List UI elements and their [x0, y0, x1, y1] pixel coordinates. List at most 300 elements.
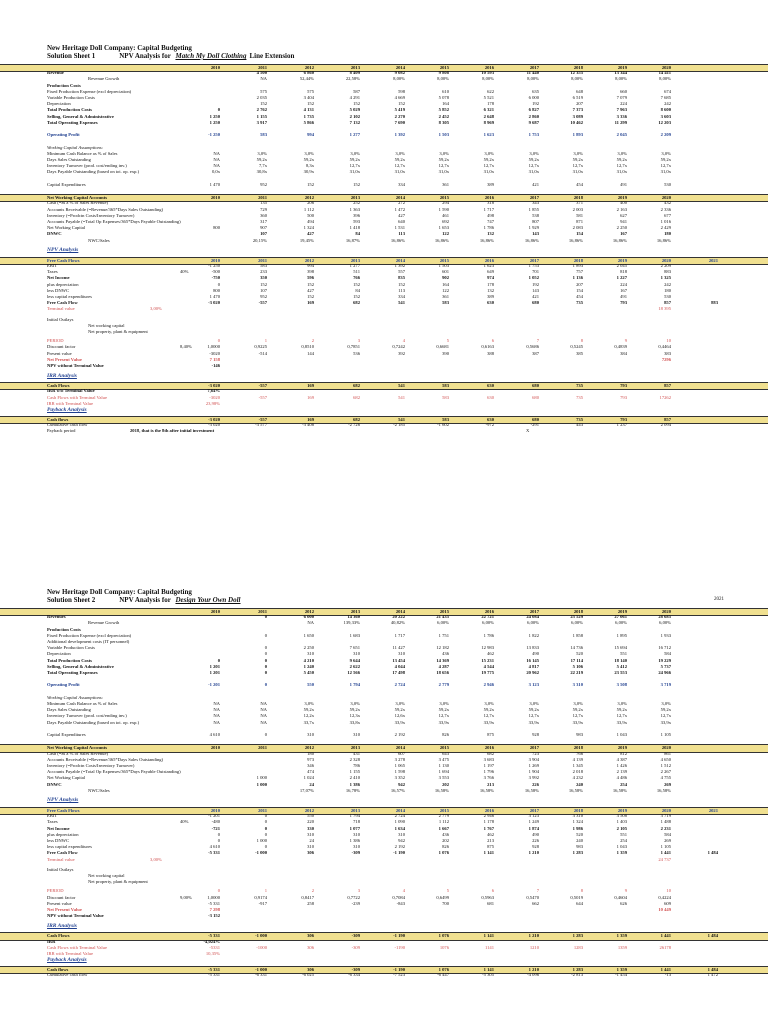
value-cell: 33,9x [394, 719, 405, 725]
npv-section-title: NPV Analysis [47, 797, 79, 803]
value-cell: 1 418 [349, 225, 360, 231]
value-cell: 361 [442, 294, 449, 299]
value-cell: 16 712 [658, 645, 671, 651]
value-cell: 233 [260, 269, 267, 275]
value-cell: 1 359 [616, 933, 627, 939]
value-cell: 28 685 [658, 614, 671, 620]
value-cell: 1 794 [349, 813, 360, 819]
value-cell: 902 [442, 275, 449, 281]
year-header-cell: 2018 [573, 609, 583, 614]
value-cell: 0,8510 [301, 344, 314, 350]
value-cell: 1 786 [483, 225, 494, 231]
row-label: less DNWC [47, 287, 70, 293]
row-label: Operating Profit [47, 682, 80, 688]
value-cell: 310 [398, 651, 405, 657]
year-header-cell: 2013 [350, 609, 360, 614]
year-header-cell: 2020 [661, 609, 671, 614]
value-cell: 536 [353, 350, 360, 356]
value-cell: 0,6499 [436, 894, 449, 900]
value-cell: 427 [307, 287, 314, 293]
year-header-cell: 2010 [210, 609, 220, 614]
value-cell: 1 [264, 338, 267, 344]
row-label: Minimum Cash Balance as % of Sales [47, 150, 118, 156]
value-cell: 152 [307, 181, 314, 187]
value-cell: 942 [398, 838, 405, 843]
value-cell: 1 470 [209, 294, 220, 299]
value-cell: 361 [442, 181, 449, 187]
value-cell: 389 [487, 181, 494, 187]
row-label: less capital expenditures [47, 294, 92, 299]
value-cell: 16,58% [656, 787, 671, 793]
row-label: Net Working Capital Accounts [47, 745, 108, 751]
value-cell: 213 [487, 838, 494, 843]
value-cell: 490 [532, 831, 539, 837]
value-cell: 178 [487, 101, 494, 107]
value-cell: 3 904 [528, 756, 539, 762]
value-cell: 240 [576, 781, 583, 787]
value-cell: 2 648 [483, 113, 494, 119]
value-cell: 9 082 [394, 70, 405, 76]
npv-prefix: NPV Analysis for [119, 596, 171, 604]
value-cell: 12 182 [436, 645, 449, 651]
value-cell: 682 [353, 394, 360, 400]
row-label: Discount factor [47, 894, 76, 900]
value-cell: 33,9x [660, 719, 671, 725]
row-label: Payback period [47, 428, 76, 434]
value-cell: 793 [620, 383, 627, 389]
value-cell: 2012 [304, 808, 314, 813]
row-label: Cash Flows [47, 383, 70, 389]
value-cell: 254 [620, 838, 627, 843]
value-cell: 254 [620, 781, 627, 787]
value-cell: 857 [664, 383, 671, 389]
row-label: less capital expenditures [47, 844, 92, 850]
year-header-cell: 2011 [258, 609, 267, 614]
extra-value-cell: 883 [711, 300, 718, 306]
value-cell: 474 [307, 769, 314, 775]
value-cell: -1 000 [255, 850, 267, 856]
value-cell: 0,4224 [658, 894, 671, 900]
value-cell: -1 201 [208, 682, 220, 688]
value-cell: 0 [264, 670, 267, 675]
value-cell: 389 [487, 294, 494, 299]
value-cell: 1 249 [528, 819, 539, 825]
row-label: IRR with Terminal Value [47, 951, 94, 956]
value-cell: -557 [258, 383, 267, 389]
value-cell: 84 [355, 287, 360, 293]
value-cell: 2 946 [483, 813, 494, 819]
growth-rate: 3,00% [150, 856, 162, 862]
value-cell: 952 [260, 294, 267, 299]
value-cell: 2013 [350, 745, 360, 751]
value-cell: 7 298 [209, 907, 220, 912]
value-cell: 9 [624, 888, 627, 894]
value-cell: NA [213, 713, 220, 719]
value-cell: 1 796 [483, 769, 494, 775]
value-cell: 2 622 [349, 663, 360, 669]
value-cell: 541 [398, 394, 405, 400]
value-cell: 207 [576, 281, 583, 287]
value-cell: 272 [398, 200, 405, 206]
value-cell: 310 [307, 844, 314, 850]
payback-note: 2018, that is the 8th after initial investment [130, 428, 215, 434]
row-label: NPV without Terminal Value [47, 363, 104, 368]
extra-year-label: 2021 [714, 597, 724, 602]
value-cell: 520 [576, 831, 583, 837]
value-cell: 583 [442, 300, 449, 306]
value-cell: 2 209 [660, 263, 671, 268]
value-cell: 12,7x [660, 163, 671, 169]
value-cell: 583 [260, 132, 267, 138]
value-cell: 7 651 [349, 645, 360, 651]
value-cell: 18 140 [614, 657, 627, 663]
value-cell: 1 345 [572, 763, 583, 768]
value-cell: 635 [532, 88, 539, 94]
value-cell: 1 210 [528, 933, 539, 939]
row-label: Total Production Costs [47, 107, 92, 113]
row-label: Cash Flows with Terminal Value [47, 394, 107, 400]
value-cell: 1,0000 [207, 344, 220, 350]
value-cell: -972 [485, 422, 494, 428]
value-cell: 609 [664, 900, 671, 906]
value-cell: -309 [351, 967, 360, 973]
row-label: DNWC [47, 231, 62, 237]
value-cell: 0,5470 [526, 894, 539, 900]
value-cell: 16 145 [526, 657, 539, 663]
value-cell: 21 435 [436, 614, 449, 620]
outlays-nwc-label: Net working capital [88, 322, 125, 328]
value-cell: 192 [532, 101, 539, 107]
value-cell: 701 [532, 269, 539, 275]
value-cell: 462 [487, 651, 494, 657]
value-cell: 2 003 [572, 206, 583, 212]
value-cell: 18 395 [658, 306, 671, 312]
year-header-cell: 2014 [395, 65, 405, 70]
value-cell: 31,0x [349, 169, 360, 175]
value-cell: 583 [442, 394, 449, 400]
value-cell: -2 726 [348, 422, 360, 428]
value-cell: 818 [620, 269, 627, 275]
value-cell: 0,4839 [614, 344, 627, 350]
value-cell: 6,00% [527, 620, 539, 626]
value-cell: -3 020 [208, 417, 220, 422]
value-cell: 1 403 [616, 819, 627, 825]
value-cell: 167 [620, 231, 627, 237]
value-cell: 2015 [439, 195, 449, 201]
value-cell: 1 105 [660, 732, 671, 737]
value-cell: 601 [442, 269, 449, 275]
npv-suffix: Line Extension [249, 52, 295, 60]
value-cell: 942 [398, 781, 405, 787]
value-cell: 680 [532, 394, 539, 400]
value-cell: 2012 [304, 195, 314, 201]
row-label: PERIOD [47, 888, 64, 894]
value-cell: 427 [398, 212, 405, 218]
value-cell: 5 029 [349, 107, 360, 113]
value-cell: 700 [442, 900, 449, 906]
value-cell: NA [260, 701, 267, 706]
value-cell: 180 [664, 287, 671, 293]
value-cell: 16,58% [612, 787, 627, 793]
value-cell: 3 089 [572, 113, 583, 119]
row-label: EBIT [47, 263, 58, 268]
value-cell: 1 735 [303, 113, 314, 119]
value-cell: 169 [307, 300, 314, 306]
value-cell: 1 112 [303, 206, 314, 212]
value-cell: 928 [532, 844, 539, 850]
row-label: Accounts Receivable (=Revenue/365*Days Sales Outstanding) [47, 206, 164, 212]
value-cell: 19 775 [481, 670, 494, 675]
value-cell: -3 020 [208, 422, 220, 428]
value-cell: 680 [532, 300, 539, 306]
value-cell: 1 441 [660, 850, 671, 856]
value-cell: 1 392 [394, 132, 405, 138]
value-cell: 680 [532, 417, 539, 422]
value-cell: 875 [487, 732, 494, 737]
value-cell: 242 [664, 101, 671, 107]
value-cell: 310 [353, 831, 360, 837]
value-cell: 800 [213, 225, 220, 231]
value-cell: 2 035 [256, 95, 267, 100]
value-cell: -4,024% [203, 938, 220, 944]
value-cell: 1 653 [438, 225, 449, 231]
value-cell: 735 [576, 394, 583, 400]
value-cell: 20 962 [526, 670, 539, 675]
value-cell: 2 724 [394, 682, 405, 688]
value-cell: 4 287 [438, 663, 449, 669]
value-cell: 2018 [573, 808, 583, 813]
outlays-ppe-label: Net property, plant & equipment [88, 879, 148, 885]
year-header-cell: 2015 [439, 609, 449, 614]
value-cell: 1 503 [438, 132, 449, 138]
value-cell: 757 [576, 269, 583, 275]
value-cell: 10 593 [481, 70, 494, 76]
outlays-ppe [0, 329, 768, 335]
value-cell: 1 076 [438, 850, 449, 856]
value-cell: 0,0x [211, 169, 220, 175]
value-cell: 610 [442, 88, 449, 94]
value-cell: 0,9174 [254, 894, 267, 900]
value-cell: -6 334 [348, 972, 360, 978]
value-cell: 674 [664, 88, 671, 94]
value-cell: 169 [307, 394, 314, 400]
value-cell: 541 [398, 383, 405, 389]
value-cell: 33,7x [303, 719, 314, 725]
value-cell: 1 359 [616, 967, 627, 973]
value-cell: 2 452 [438, 113, 449, 119]
value-cell: 2 779 [438, 682, 449, 688]
value-cell: 800 [213, 287, 220, 293]
value-cell: 1 488 [660, 819, 671, 825]
row-label: Working Capital Assumptions: [47, 144, 104, 150]
value-cell: 6 827 [528, 107, 539, 113]
value-cell: 1210 [529, 944, 539, 950]
value-cell: 1 269 [528, 763, 539, 768]
value-cell: -1 190 [393, 967, 405, 973]
value-cell: 152 [260, 101, 267, 107]
npv-prefix: NPV Analysis for [119, 52, 171, 60]
value-cell: 242 [664, 281, 671, 287]
value-cell: -1 000 [255, 967, 267, 973]
value-cell: 2 018 [572, 769, 583, 775]
value-cell: 8,00% [482, 76, 494, 82]
value-cell: 59,2x [349, 707, 360, 713]
year-header-cell: 2020 [661, 65, 671, 70]
value-cell: 1 667 [438, 825, 449, 831]
value-cell: 883 [664, 269, 671, 275]
value-cell: 1 363 [349, 206, 360, 212]
value-cell: 202 [442, 781, 449, 787]
value-cell: 113 [398, 287, 405, 293]
value-cell: NA [213, 701, 220, 706]
value-cell: 310 [353, 651, 360, 657]
value-cell: 7 963 [616, 107, 627, 113]
value-cell: 1 016 [660, 219, 671, 224]
value-cell: 0 [264, 844, 267, 850]
row-label: Taxes [47, 269, 58, 275]
value-cell: 1 386 [349, 781, 360, 787]
value-cell: 0,6163 [481, 344, 494, 350]
value-cell: 12 566 [347, 670, 360, 675]
value-cell: 907 [260, 225, 267, 231]
value-cell: 14 736 [570, 645, 583, 651]
value-cell: 3,0% [529, 150, 539, 156]
value-cell: 334 [398, 181, 405, 187]
value-cell: 1 324 [572, 819, 583, 825]
value-cell: 812 [620, 750, 627, 756]
value-cell: 630 [487, 300, 494, 306]
row-label: Cash Flows [47, 933, 70, 939]
value-cell: 7 132 [349, 119, 360, 125]
value-cell: 6,00% [659, 620, 671, 626]
value-cell: 33,9x [483, 719, 494, 725]
value-cell: -1 190 [393, 933, 405, 939]
value-cell: 24 084 [526, 614, 539, 620]
value-cell: 26178 [659, 944, 671, 950]
value-cell: 3 [357, 888, 360, 894]
value-cell: 0,5963 [481, 894, 494, 900]
value-cell: -557 [258, 417, 267, 422]
value-cell: 1 077 [349, 825, 360, 831]
value-cell: 491 [620, 294, 627, 299]
value-cell: 2 762 [256, 107, 267, 113]
value-cell: 718 [353, 819, 360, 825]
value-cell: 10 462 [570, 119, 583, 125]
outlays-label: Initial Outlays [47, 866, 74, 872]
value-cell: 258 [307, 900, 314, 906]
row-label: Free Cash Flow [47, 300, 78, 306]
value-cell: 169 [307, 417, 314, 422]
value-cell: 1 112 [438, 819, 449, 825]
value-cell: 31,0x [616, 169, 627, 175]
value-cell: 0,6681 [436, 344, 449, 350]
value-cell: -2 185 [393, 422, 405, 428]
value-cell: 2 094 [660, 422, 671, 428]
value-cell: 766 [576, 750, 583, 756]
value-cell: 0 [217, 831, 220, 837]
value-cell: 941 [620, 219, 627, 224]
value-cell: 24 966 [658, 670, 671, 675]
value-cell: -7 523 [393, 972, 405, 978]
value-cell: 33,8x [349, 719, 360, 725]
row-label: Total Production Costs [47, 657, 92, 663]
value-cell: 454 [576, 294, 583, 299]
value-cell: 2 209 [660, 132, 671, 138]
value-cell: 3,0% [350, 150, 360, 156]
row-label: Additional development costs (IT personnel) [47, 639, 130, 644]
value-cell: 607 [398, 750, 405, 756]
outlays-ppe-label: Net property, plant & equipment [88, 329, 148, 334]
row-label: Cash (=as a % of Sales Revenue) [47, 750, 109, 756]
value-cell: 857 [664, 300, 671, 306]
value-cell: 5 078 [438, 95, 449, 100]
value-cell: 4 650 [660, 756, 671, 762]
value-cell: -721 [211, 825, 220, 831]
value-cell: 4 610 [209, 732, 220, 737]
year-header-cell: 2015 [439, 65, 449, 70]
value-cell: 6,00% [571, 620, 583, 626]
value-cell: 682 [353, 383, 360, 389]
value-cell: 10 [666, 338, 671, 344]
value-cell: -13 [664, 972, 671, 978]
value-cell: 4 669 [394, 95, 405, 100]
row-label: Days Sales Outstanding [47, 707, 91, 713]
value-cell: 793 [620, 300, 627, 306]
row-label: Inventory Turnover (prod. cost/ending inv.) [47, 713, 127, 719]
value-cell: -309 [351, 944, 360, 950]
row-label: Free Cash Flow [47, 850, 78, 856]
rate-value: 40% [180, 269, 189, 275]
value-cell: 152 [307, 294, 314, 299]
value-cell: -309 [351, 933, 360, 939]
value-cell: 1 470 [209, 181, 220, 187]
value-cell: 154 [576, 287, 583, 293]
value-cell: 680 [532, 383, 539, 389]
value-cell: 310 [307, 831, 314, 837]
value-cell: 1 512 [660, 763, 671, 768]
value-cell: 2 250 [303, 645, 314, 651]
solution-label: Solution Sheet 2 [47, 596, 96, 604]
value-cell: 626 [620, 900, 627, 906]
value-cell: 1 531 [394, 225, 405, 231]
value-cell: 1 201 [209, 670, 220, 675]
value-cell: 2012 [304, 257, 314, 263]
value-cell: 4 544 [483, 663, 494, 669]
value-cell: 1 933 [660, 632, 671, 638]
value-cell: 4 131 [303, 107, 314, 113]
row-label: Operating Profit [47, 132, 80, 138]
value-cell: 0 [217, 657, 220, 663]
value-cell: 1359 [617, 944, 627, 950]
value-cell: 557 [398, 269, 405, 275]
value-cell: 269 [664, 781, 671, 787]
value-cell: 7296 [661, 356, 671, 362]
value-cell: 1 623 [483, 132, 494, 138]
value-cell: 0 [264, 819, 267, 825]
value-cell: 0,7084 [392, 894, 405, 900]
value-cell: 1 155 [349, 769, 360, 775]
value-cell: 16,86% [434, 237, 449, 243]
value-cell: 630 [487, 394, 494, 400]
value-cell: 12,7x [572, 163, 583, 169]
value-cell: 871 [576, 219, 583, 224]
value-cell: 24 737 [658, 856, 671, 862]
value-cell: 16,78% [345, 787, 360, 793]
value-cell: 3,0% [350, 701, 360, 706]
company-title: New Heritage Doll Company: Capital Budgeting [47, 588, 192, 596]
value-cell: 7 [536, 888, 539, 894]
value-cell: 4 486 [616, 775, 627, 781]
